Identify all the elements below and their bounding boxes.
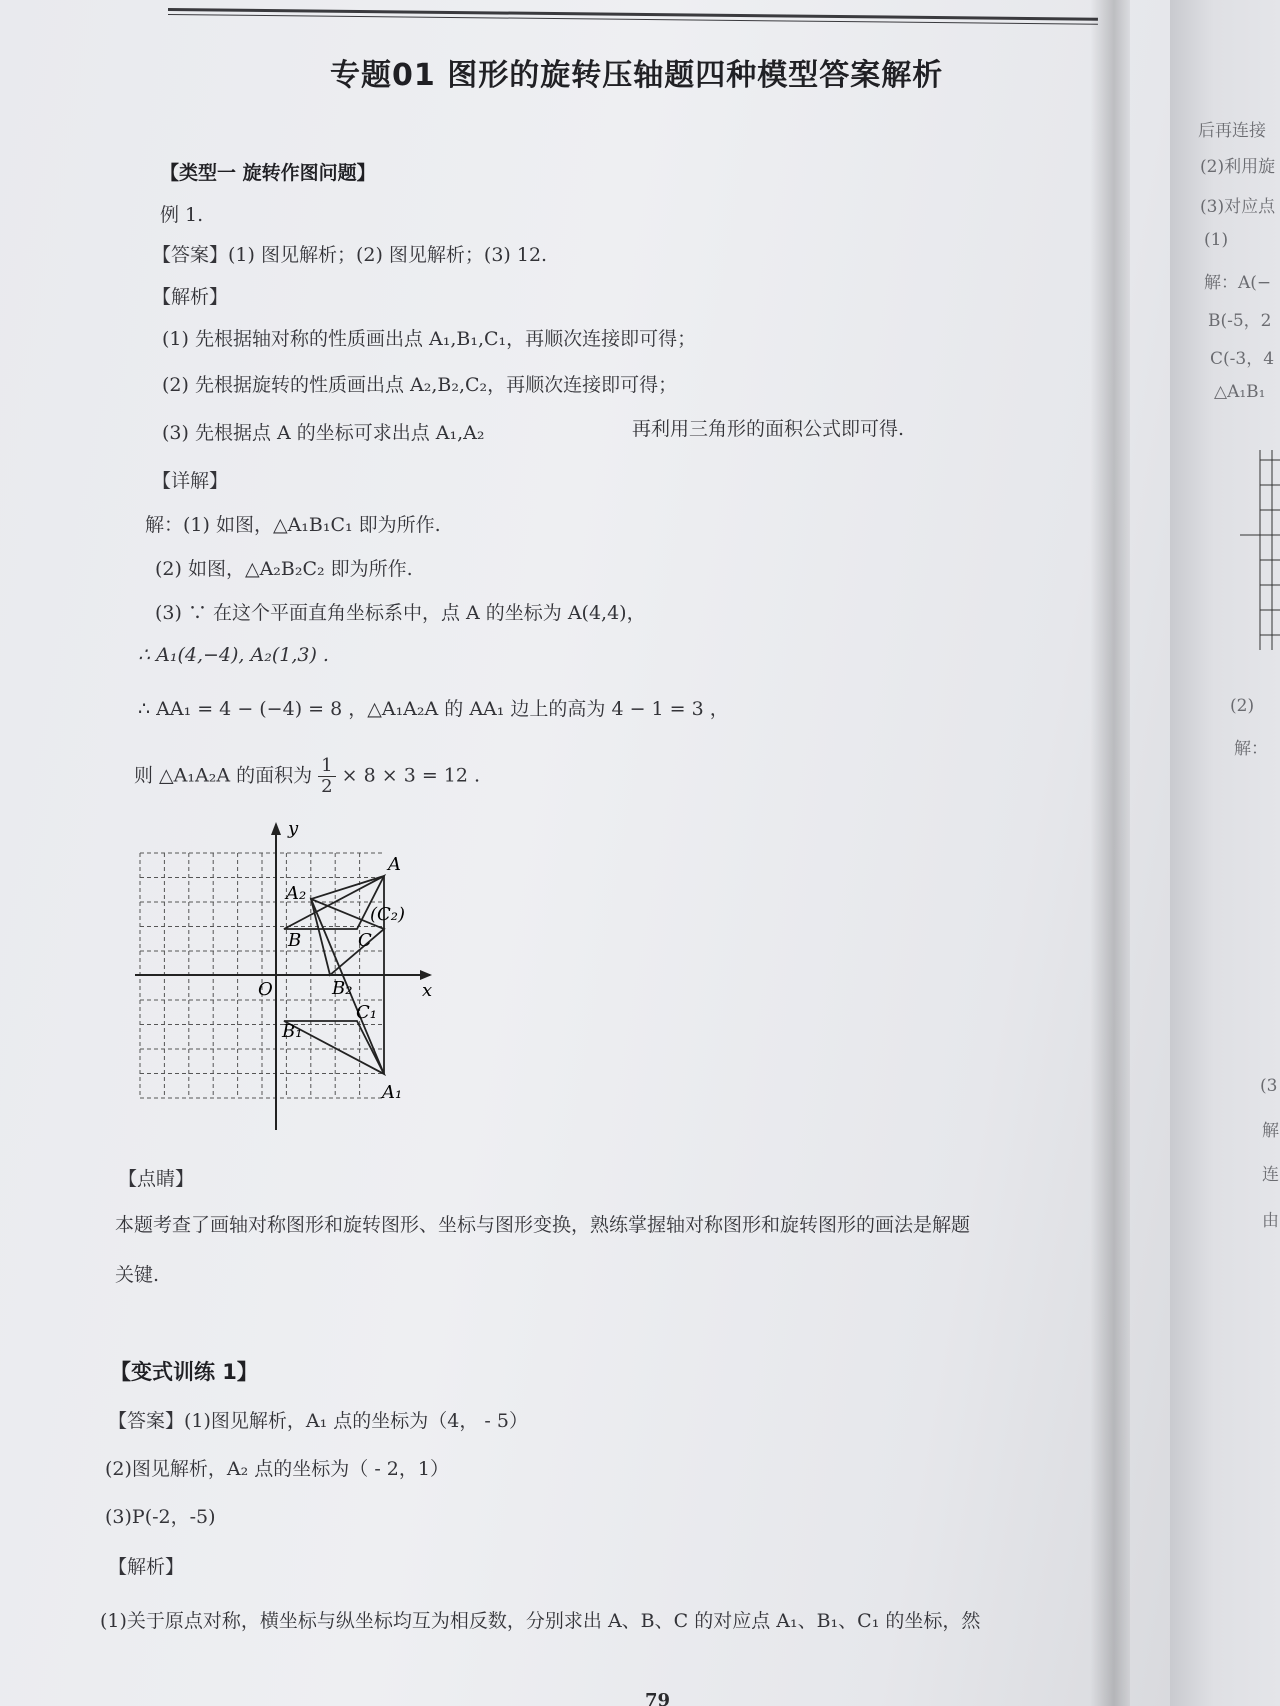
detail-step-1: 解：(1) 如图，△A₁B₁C₁ 即为所作. <box>145 514 441 536</box>
fraction-numerator: 1 <box>318 756 335 777</box>
variant-answer-3: (3)P(-2，-5) <box>105 1506 216 1528</box>
next-page-line: C(-3，4 <box>1210 349 1275 369</box>
variant-analysis-1: (1)关于原点对称，横坐标与纵坐标均互为相反数，分别求出 A、B、C 的对应点 A₁、B₁、C₁ 的坐标，然 <box>100 1610 981 1632</box>
area-text-prefix: 则 △A₁A₂A 的面积为 <box>134 764 313 787</box>
next-page-line: 后再连接 <box>1198 121 1266 141</box>
detail-heading: 【详解】 <box>152 470 229 492</box>
analysis-step-3a: (3) 先根据点 A 的坐标可求出点 A₁,A₂ <box>162 422 485 444</box>
label-B2: B₂ <box>332 978 353 999</box>
analysis-step-2: (2) 先根据旋转的性质画出点 A₂,B₂,C₂，再顺次连接即可得； <box>162 374 678 396</box>
detail-step-2: (2) 如图，△A₂B₂C₂ 即为所作. <box>155 558 413 580</box>
variant-answer-2: (2)图见解析，A₂ 点的坐标为（ - 2，1） <box>105 1458 449 1480</box>
x-axis-arrow <box>420 970 432 980</box>
next-page-line: B(-5，2 <box>1208 311 1272 331</box>
label-origin: O <box>258 979 273 1000</box>
analysis-step-3b: 再利用三角形的面积公式即可得. <box>632 418 905 440</box>
next-page-line: 由 <box>1262 1211 1279 1231</box>
next-page-line: (3 <box>1260 1076 1278 1096</box>
next-page-grid-fragment <box>1240 450 1280 660</box>
next-page-line: 解： <box>1234 739 1268 759</box>
label-A: A <box>388 854 401 875</box>
fraction-denominator: 2 <box>321 776 333 797</box>
detail-step-3: (3) ∵ 在这个平面直角坐标系中，点 A 的坐标为 A(4,4)， <box>155 602 646 624</box>
next-page-line: 连 <box>1262 1165 1279 1185</box>
comment-heading: 【点睛】 <box>118 1168 195 1190</box>
next-page-line: (1) <box>1204 230 1229 250</box>
page-title: 专题01 图形的旋转压轴题四种模型答案解析 <box>330 58 944 93</box>
detail-step-4: ∴ A₁(4,−4), A₂(1,3) . <box>138 644 329 666</box>
label-C: C <box>358 930 372 951</box>
label-C2: (C₂) <box>370 904 406 925</box>
label-y: y <box>288 818 299 839</box>
label-C1: C₁ <box>356 1002 377 1023</box>
label-B: B <box>288 930 302 951</box>
detail-step-5: ∴ AA₁ = 4 − (−4) = 8 ，△A₁A₂A 的 AA₁ 边上的高为 4 − 1 = 3 ， <box>138 698 729 720</box>
answer-text: 【答案】(1) 图见解析；(2) 图见解析；(3) 12. <box>152 244 548 266</box>
type-heading: 【类型一 旋转作图问题】 <box>160 162 376 184</box>
analysis-heading: 【解析】 <box>152 286 229 308</box>
comment-line-2: 关键. <box>115 1264 160 1286</box>
next-page-line: (3)对应点 <box>1200 197 1276 217</box>
next-page-line: △A₁B₁ <box>1214 382 1266 402</box>
label-x: x <box>422 980 433 1001</box>
page-gutter-shadow <box>1090 0 1130 1706</box>
comment-line-1: 本题考查了画轴对称图形和旋转图形、坐标与图形变换，熟练掌握轴对称图形和旋转图形的画法是解题 <box>115 1214 971 1236</box>
coordinate-figure <box>130 810 450 1140</box>
detail-step-6 <box>134 756 480 797</box>
adjacent-page <box>1170 0 1280 1706</box>
variant-answer-1: 【答案】(1)图见解析，A₁ 点的坐标为（4， - 5） <box>108 1410 528 1432</box>
page-number: 79 <box>645 1690 671 1706</box>
label-A1: A₁ <box>382 1082 403 1103</box>
half-fraction <box>318 756 335 797</box>
example-label: 例 1. <box>160 204 204 226</box>
y-axis-arrow <box>271 822 281 835</box>
variant-analysis-heading: 【解析】 <box>108 1556 185 1578</box>
label-B1: B₁ <box>282 1021 303 1042</box>
label-A2: A₂ <box>286 883 307 904</box>
next-page-line: (2)利用旋 <box>1200 157 1276 177</box>
next-page-line: (2) <box>1230 696 1255 716</box>
area-text-suffix: × 8 × 3 = 12 . <box>341 764 481 787</box>
analysis-step-1: (1) 先根据轴对称的性质画出点 A₁,B₁,C₁，再顺次连接即可得； <box>162 328 697 350</box>
next-page-line: 解：A(− <box>1204 273 1272 293</box>
next-page-line: 解 <box>1262 1121 1279 1141</box>
variant-heading: 【变式训练 1】 <box>110 1360 258 1384</box>
